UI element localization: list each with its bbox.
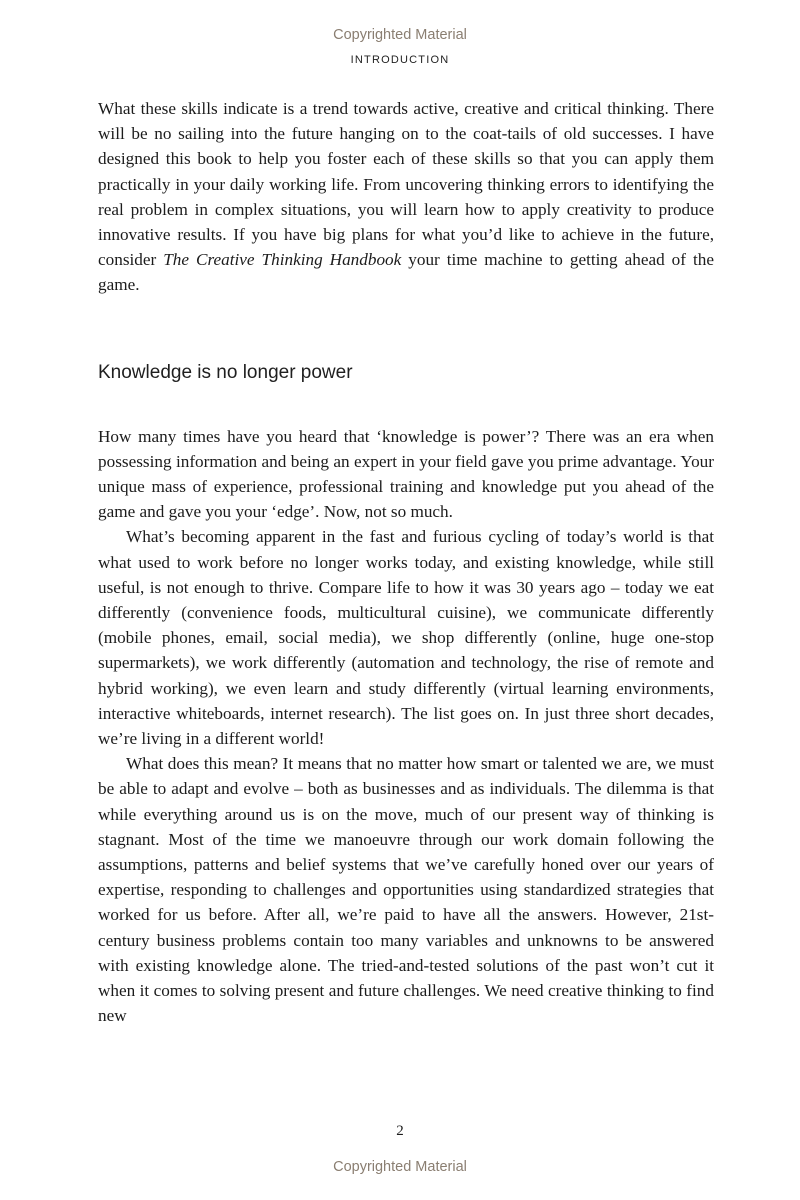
running-head-introduction: INTRODUCTION [350,54,450,66]
body-text-block [98,96,714,1029]
section-heading: Knowledge is no longer power [98,361,353,383]
book-title-italic: The Creative Thinking Handbook [163,250,402,270]
paragraph-2: How many times have you heard that ‘knowledge is power’? There was an era when possessing information and being an expert in your field gave you prime advantage. Your unique mass of experience, professional training and knowledge put you ahead of the game and gave you your ‘edge’. Now, not so much. [98,426,714,522]
page-number: 2 [396,1123,404,1139]
paragraph-1-text-end: your time machine to getting ahead of the game. [98,250,714,295]
paragraph-1-text: What these skills indicate is a trend towards active, creative and critical thinking. There will be no sailing into the future hanging on to the coat-tails of old successes. I have designed this book to help you foster each of these skills so that you can apply them practically in your daily working life. From uncovering thinking errors to identifying the real problem in complex situations, you will learn how to apply creativity to produce innovative results. If you have big plans for what you’d like to achieve in the future, consider [98,99,714,270]
copyright-notice-bottom: Copyrighted Material [333,1159,467,1175]
copyright-notice-top: Copyrighted Material [333,27,467,43]
paragraph-4: What does this mean? It means that no matter how smart or talented we are, we must be able to adapt and evolve – both as businesses and as individuals. The dilemma is that while everything around us is on the move, much of our present way of thinking is stagnant. Most of the time we manoeuvre through our work domain following the assumptions, patterns and belief systems that we’ve carefully honed over our years of expertise, responding to challenges and opportunities using standardized strategies that worked for us before. After all, we’re paid to have all the answers. However, 21st-century business problems contain too many variables and unknowns to be answered with existing knowledge alone. The tried-and-tested solutions of the past won’t cut it when it comes to solving present and future challenges. We need creative thinking to find new [98,754,714,1026]
paragraph-3: What’s becoming apparent in the fast and furious cycling of today’s world is that what used to work before no longer works today, and existing knowledge, while still useful, is not enough to thrive. Compare life to how it was 30 years ago – today we eat differently (convenience foods, multicultural cuisine), we communicate differently (mobile phones, email, social media), we shop differently (online, huge one-stop supermarkets), we work differently (automation and technology, the rise of remote and hybrid working), we even learn and study differently (virtual learning environments, interactive whiteboards, internet research). The list goes on. In just three short decades, we’re living in a different world! [98,527,714,749]
paragraph-1 [98,96,714,298]
